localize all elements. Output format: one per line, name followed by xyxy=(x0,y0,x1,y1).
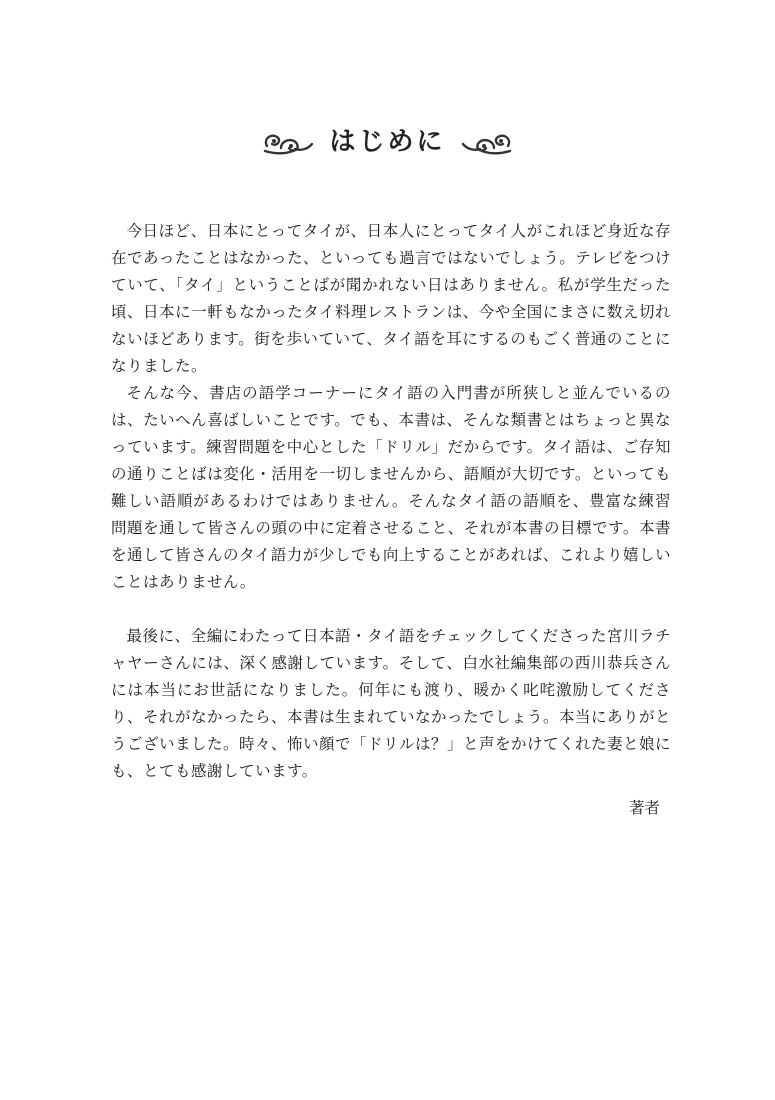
cloud-ornament-right-icon xyxy=(460,127,514,157)
paragraph-gap xyxy=(111,596,671,623)
paragraph-1: 今日ほど、日本にとってタイが、日本人にとってタイ人がこれほど身近な存在であったことはなかった、といっても過言ではないでしょう。テレビをつけていて、「タイ」ということばが聞かれない日はありません。私が学生だった頃、日本に一軒もなかったタイ料理レストランは、今や全国にまさに数え切れないほどあります。街を歩いていて、タイ語を耳にするのもごく普通のことになりました。 xyxy=(111,222,671,375)
paragraph-3: 最後に、全編にわたって日本語・タイ語をチェックしてくださった宮川ラチャヤーさんには、深く感謝しています。そして、白水社編集部の西川恭兵さんには本当にお世話になりました。何年にも渡り、暖かく叱咤激励してくださり、それがなかったら、本書は生まれていなかったでしょう。本当にありがとうございました。時々、怖い顔で「ドリルは？」と声をかけてくれた妻と娘にも、とても感謝しています。 xyxy=(111,627,672,780)
page-heading xyxy=(0,122,775,162)
page-title: はじめに xyxy=(329,127,446,157)
body-text xyxy=(111,218,671,785)
paragraph-2: そんな今、書店の語学コーナーにタイ語の入門書が所狭しと並んでいるのは、たいへん喜ばしいことです。でも、本書は、そんな類書とはちょっと異なっています。練習問題を中心とした「ドリル」だからです。タイ語は、ご存知の通りことばは変化・活用を一切しませんから、語順が大切です。といっても難しい語順があるわけではありません。そんなタイ語の語順を、豊富な練習問題を通して皆さんの頭の中に定着させること、それが本書の目標です。本書を通して皆さんのタイ語力が少しでも向上することがあれば、これより嬉しいことはありません。 xyxy=(111,384,671,591)
author-signature: 著者 xyxy=(628,799,660,817)
cloud-ornament-left-icon xyxy=(261,127,315,157)
